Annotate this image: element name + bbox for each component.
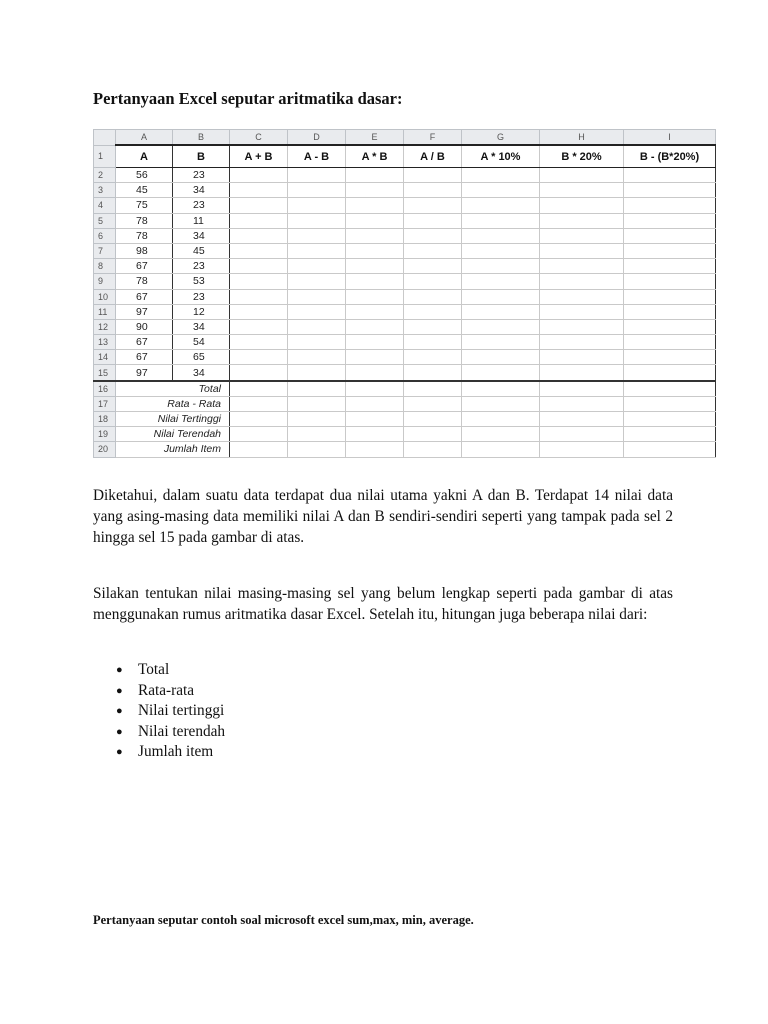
column-heading: A - B xyxy=(288,145,346,168)
cell-a: 67 xyxy=(116,350,173,365)
cell-a: 97 xyxy=(116,365,173,381)
empty-cell xyxy=(462,183,540,198)
row-number: 15 xyxy=(94,365,116,381)
table-row xyxy=(94,228,716,243)
cell-a: 97 xyxy=(116,304,173,319)
table-row xyxy=(94,259,716,274)
empty-cell xyxy=(404,442,462,457)
table-row xyxy=(94,213,716,228)
empty-cell xyxy=(230,213,288,228)
empty-cell xyxy=(624,412,716,427)
empty-cell xyxy=(288,304,346,319)
column-letter xyxy=(94,130,116,146)
cell-b: 34 xyxy=(173,183,230,198)
cell-b: 23 xyxy=(173,168,230,183)
empty-cell xyxy=(288,381,346,397)
empty-cell xyxy=(346,243,404,258)
empty-cell xyxy=(288,274,346,289)
list-item: ● Nilai tertinggi xyxy=(93,701,225,722)
empty-cell xyxy=(624,304,716,319)
empty-cell xyxy=(230,289,288,304)
empty-cell xyxy=(346,259,404,274)
empty-cell xyxy=(462,442,540,457)
empty-cell xyxy=(624,396,716,411)
cell-a: 67 xyxy=(116,335,173,350)
empty-cell xyxy=(462,396,540,411)
row-number: 16 xyxy=(94,381,116,397)
table-row xyxy=(94,183,716,198)
empty-cell xyxy=(462,243,540,258)
empty-cell xyxy=(540,319,624,334)
column-heading: A / B xyxy=(404,145,462,168)
cell-b: 12 xyxy=(173,304,230,319)
empty-cell xyxy=(230,243,288,258)
table-row xyxy=(94,304,716,319)
empty-cell xyxy=(462,381,540,397)
cell-a: 45 xyxy=(116,183,173,198)
empty-cell xyxy=(230,228,288,243)
empty-cell xyxy=(624,442,716,457)
empty-cell xyxy=(288,289,346,304)
empty-cell xyxy=(624,335,716,350)
summary-row xyxy=(94,412,716,427)
empty-cell xyxy=(462,228,540,243)
empty-cell xyxy=(624,365,716,381)
row-number: 19 xyxy=(94,427,116,442)
row-number: 7 xyxy=(94,243,116,258)
empty-cell xyxy=(288,168,346,183)
empty-cell xyxy=(404,198,462,213)
column-heading: B * 20% xyxy=(540,145,624,168)
empty-cell xyxy=(462,213,540,228)
row-number: 8 xyxy=(94,259,116,274)
empty-cell xyxy=(288,442,346,457)
row-number: 10 xyxy=(94,289,116,304)
cell-a: 78 xyxy=(116,274,173,289)
empty-cell xyxy=(624,319,716,334)
empty-cell xyxy=(404,335,462,350)
table-row xyxy=(94,168,716,183)
table-row xyxy=(94,365,716,381)
page-title: Pertanyaan Excel seputar aritmatika dasar: xyxy=(93,89,403,108)
list-item: ● Rata-rata xyxy=(93,681,225,702)
empty-cell xyxy=(540,442,624,457)
row-number: 18 xyxy=(94,412,116,427)
empty-cell xyxy=(540,243,624,258)
empty-cell xyxy=(288,335,346,350)
cell-b: 23 xyxy=(173,259,230,274)
spreadsheet-image xyxy=(93,129,715,454)
empty-cell xyxy=(404,213,462,228)
table-row xyxy=(94,243,716,258)
row-number: 1 xyxy=(94,145,116,168)
empty-cell xyxy=(540,427,624,442)
list-item: ● Nilai terendah xyxy=(93,722,225,743)
bullet-icon: ● xyxy=(116,705,123,717)
empty-cell xyxy=(346,289,404,304)
empty-cell xyxy=(230,365,288,381)
empty-cell xyxy=(346,198,404,213)
empty-cell xyxy=(404,168,462,183)
column-heading: A * B xyxy=(346,145,404,168)
empty-cell xyxy=(624,350,716,365)
empty-cell xyxy=(624,259,716,274)
column-letter: I xyxy=(624,130,716,146)
empty-cell xyxy=(346,365,404,381)
empty-cell xyxy=(624,168,716,183)
row-number: 14 xyxy=(94,350,116,365)
cell-b: 23 xyxy=(173,198,230,213)
column-letter: C xyxy=(230,130,288,146)
list-item: ● Jumlah item xyxy=(93,742,225,763)
empty-cell xyxy=(288,319,346,334)
row-number: 5 xyxy=(94,213,116,228)
empty-cell xyxy=(288,228,346,243)
empty-cell xyxy=(346,442,404,457)
row-number: 20 xyxy=(94,442,116,457)
empty-cell xyxy=(624,289,716,304)
table-row xyxy=(94,198,716,213)
empty-cell xyxy=(404,396,462,411)
empty-cell xyxy=(346,168,404,183)
column-heading: A xyxy=(116,145,173,168)
summary-label: Total xyxy=(116,381,230,397)
empty-cell xyxy=(624,427,716,442)
footer-note: Pertanyaan seputar contoh soal microsoft excel sum,max, min, average. xyxy=(93,913,474,927)
empty-cell xyxy=(230,412,288,427)
empty-cell xyxy=(404,427,462,442)
empty-cell xyxy=(404,259,462,274)
cell-a: 56 xyxy=(116,168,173,183)
empty-cell xyxy=(404,319,462,334)
cell-b: 34 xyxy=(173,228,230,243)
cell-b: 45 xyxy=(173,243,230,258)
cell-a: 90 xyxy=(116,319,173,334)
empty-cell xyxy=(230,274,288,289)
empty-cell xyxy=(540,335,624,350)
cell-b: 34 xyxy=(173,365,230,381)
empty-cell xyxy=(346,350,404,365)
empty-cell xyxy=(404,243,462,258)
cell-a: 67 xyxy=(116,259,173,274)
summary-label: Nilai Terendah xyxy=(116,427,230,442)
summary-label: Jumlah Item xyxy=(116,442,230,457)
table-row xyxy=(94,350,716,365)
empty-cell xyxy=(346,319,404,334)
bullet-icon: ● xyxy=(116,664,123,676)
summary-row xyxy=(94,442,716,457)
cell-a: 78 xyxy=(116,228,173,243)
empty-cell xyxy=(404,274,462,289)
empty-cell xyxy=(462,319,540,334)
empty-cell xyxy=(404,289,462,304)
empty-cell xyxy=(540,304,624,319)
empty-cell xyxy=(346,427,404,442)
empty-cell xyxy=(462,427,540,442)
cell-b: 34 xyxy=(173,319,230,334)
cell-b: 53 xyxy=(173,274,230,289)
empty-cell xyxy=(540,381,624,397)
empty-cell xyxy=(288,198,346,213)
empty-cell xyxy=(462,259,540,274)
empty-cell xyxy=(288,213,346,228)
empty-cell xyxy=(624,274,716,289)
empty-cell xyxy=(404,412,462,427)
summary-row xyxy=(94,396,716,411)
empty-cell xyxy=(462,365,540,381)
empty-cell xyxy=(540,274,624,289)
empty-cell xyxy=(230,183,288,198)
empty-cell xyxy=(346,213,404,228)
row-number: 3 xyxy=(94,183,116,198)
empty-cell xyxy=(346,228,404,243)
empty-cell xyxy=(230,442,288,457)
cell-a: 75 xyxy=(116,198,173,213)
spreadsheet-table xyxy=(93,129,716,458)
bullet-icon: ● xyxy=(116,684,123,697)
empty-cell xyxy=(404,365,462,381)
summary-row xyxy=(94,381,716,397)
empty-cell xyxy=(462,412,540,427)
column-header-row xyxy=(94,130,716,146)
table-header-row xyxy=(94,145,716,168)
row-number: 17 xyxy=(94,396,116,411)
empty-cell xyxy=(462,274,540,289)
table-row xyxy=(94,319,716,334)
empty-cell xyxy=(624,228,716,243)
empty-cell xyxy=(624,183,716,198)
bullet-icon: ● xyxy=(116,725,123,738)
description-paragraph: Diketahui, dalam suatu data terdapat dua nilai utama yakni A dan B. Terdapat 14 nilai data yang asing-masing data memiliki nilai A dan B sendiri-sendiri seperti yang tampak pada sel 2 hingga sel 15 pada gambar di atas. xyxy=(93,487,673,546)
empty-cell xyxy=(540,289,624,304)
empty-cell xyxy=(346,183,404,198)
empty-cell xyxy=(230,319,288,334)
empty-cell xyxy=(540,168,624,183)
empty-cell xyxy=(230,350,288,365)
table-row xyxy=(94,289,716,304)
table-row xyxy=(94,274,716,289)
empty-cell xyxy=(346,381,404,397)
column-letter: G xyxy=(462,130,540,146)
column-letter: A xyxy=(116,130,173,146)
summary-row xyxy=(94,427,716,442)
empty-cell xyxy=(404,350,462,365)
empty-cell xyxy=(288,350,346,365)
empty-cell xyxy=(230,304,288,319)
empty-cell xyxy=(346,274,404,289)
instruction-paragraph: Silakan tentukan nilai masing-masing sel yang belum lengkap seperti pada gambar di atas menggunakan rumus aritmatika dasar Excel. Setelah itu, hitungan juga beberapa nilai dari: xyxy=(93,585,673,623)
empty-cell xyxy=(346,304,404,319)
empty-cell xyxy=(404,228,462,243)
column-letter: F xyxy=(404,130,462,146)
empty-cell xyxy=(230,168,288,183)
row-number: 4 xyxy=(94,198,116,213)
empty-cell xyxy=(346,396,404,411)
list-item: ● Total xyxy=(93,660,225,681)
empty-cell xyxy=(462,198,540,213)
cell-a: 98 xyxy=(116,243,173,258)
row-number: 13 xyxy=(94,335,116,350)
summary-label: Rata - Rata xyxy=(116,396,230,411)
column-heading: A + B xyxy=(230,145,288,168)
empty-cell xyxy=(540,365,624,381)
empty-cell xyxy=(462,289,540,304)
empty-cell xyxy=(288,427,346,442)
row-number: 2 xyxy=(94,168,116,183)
empty-cell xyxy=(624,243,716,258)
empty-cell xyxy=(230,335,288,350)
empty-cell xyxy=(540,198,624,213)
empty-cell xyxy=(540,183,624,198)
empty-cell xyxy=(230,396,288,411)
empty-cell xyxy=(230,381,288,397)
empty-cell xyxy=(288,396,346,411)
empty-cell xyxy=(540,412,624,427)
empty-cell xyxy=(230,259,288,274)
column-heading: B - (B*20%) xyxy=(624,145,716,168)
empty-cell xyxy=(230,427,288,442)
task-list xyxy=(93,660,225,763)
empty-cell xyxy=(462,304,540,319)
cell-b: 54 xyxy=(173,335,230,350)
cell-b: 11 xyxy=(173,213,230,228)
empty-cell xyxy=(540,213,624,228)
cell-a: 78 xyxy=(116,213,173,228)
empty-cell xyxy=(288,183,346,198)
empty-cell xyxy=(624,213,716,228)
empty-cell xyxy=(404,381,462,397)
column-letter: E xyxy=(346,130,404,146)
empty-cell xyxy=(404,183,462,198)
empty-cell xyxy=(624,381,716,397)
cell-a: 67 xyxy=(116,289,173,304)
empty-cell xyxy=(540,396,624,411)
column-letter: D xyxy=(288,130,346,146)
cell-b: 23 xyxy=(173,289,230,304)
row-number: 11 xyxy=(94,304,116,319)
column-heading: B xyxy=(173,145,230,168)
column-heading: A * 10% xyxy=(462,145,540,168)
empty-cell xyxy=(288,243,346,258)
empty-cell xyxy=(624,198,716,213)
empty-cell xyxy=(288,412,346,427)
empty-cell xyxy=(540,350,624,365)
cell-b: 65 xyxy=(173,350,230,365)
row-number: 12 xyxy=(94,319,116,334)
empty-cell xyxy=(346,412,404,427)
column-letter: H xyxy=(540,130,624,146)
empty-cell xyxy=(288,259,346,274)
empty-cell xyxy=(346,335,404,350)
bullet-icon: ● xyxy=(116,746,123,758)
empty-cell xyxy=(540,259,624,274)
summary-label: Nilai Tertinggi xyxy=(116,412,230,427)
empty-cell xyxy=(288,365,346,381)
empty-cell xyxy=(462,350,540,365)
row-number: 6 xyxy=(94,228,116,243)
empty-cell xyxy=(462,335,540,350)
empty-cell xyxy=(540,228,624,243)
column-letter: B xyxy=(173,130,230,146)
empty-cell xyxy=(230,198,288,213)
table-row xyxy=(94,335,716,350)
empty-cell xyxy=(404,304,462,319)
row-number: 9 xyxy=(94,274,116,289)
empty-cell xyxy=(462,168,540,183)
